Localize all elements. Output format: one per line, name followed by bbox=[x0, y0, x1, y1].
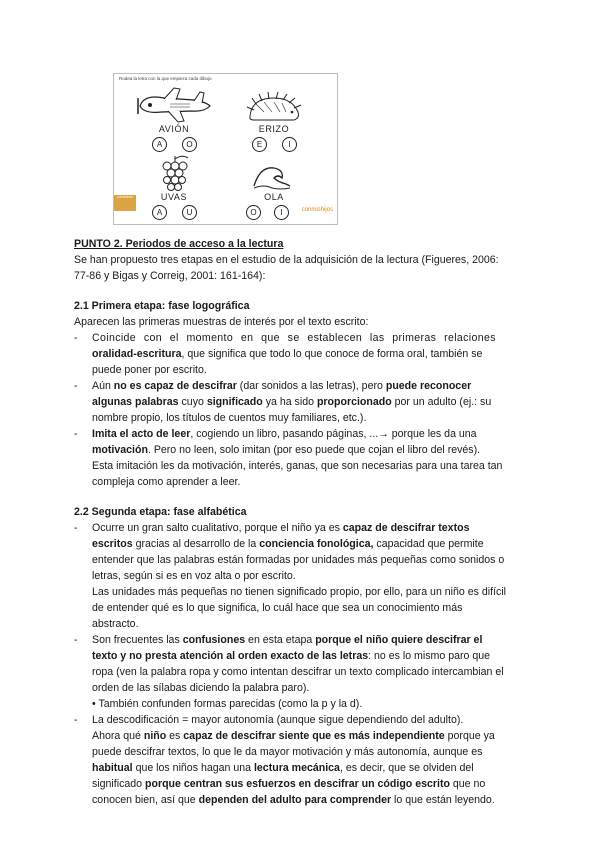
worksheet-image bbox=[113, 73, 338, 225]
item-uvas bbox=[134, 192, 214, 222]
word-avion: AVIÓN bbox=[158, 124, 190, 134]
item-avion bbox=[134, 124, 214, 154]
intro-line-2: 77-86 y Bigas y Correig, 2001: 161-164): bbox=[74, 270, 266, 282]
s2-b3-l4: habitual que los niños hagan una lectura mecánica, es decir, que se olviden del bbox=[92, 762, 474, 774]
s1-b3-l1: Imita el acto de leer, cogiendo un libro, pasando páginas, ...→ porque les da una bbox=[92, 428, 477, 440]
s1-b1-l2: oralidad-escritura, que significa que todo lo que conoce de forma oral, también se bbox=[92, 348, 483, 360]
s1-b3-l2: motivación. Pero no leen, solo imitan (por eso puede que cojan el libro del revés). bbox=[92, 444, 481, 456]
word-ola: OLA bbox=[264, 192, 284, 202]
s2-b1-l7: abstracto. bbox=[92, 618, 139, 630]
stage1-intro: Aparecen las primeras muestras de interés por el texto escrito: bbox=[74, 316, 369, 328]
s1-b2-l3: nombre propio, los títulos de cuentos muy familiares, etc.). bbox=[92, 412, 367, 424]
option-a-2[interactable]: A bbox=[152, 205, 167, 220]
word-uvas: UVAS bbox=[160, 192, 188, 202]
option-a[interactable]: A bbox=[152, 137, 167, 152]
s2-b3-l3: puede descifrar textos, lo que le da mayor motivación y más autonomía, aunque es bbox=[92, 746, 483, 758]
option-i[interactable]: I bbox=[282, 137, 297, 152]
stage2-title: 2.2 Segunda etapa: fase alfabética bbox=[74, 506, 247, 518]
section-title: PUNTO 2. Periodos de acceso a la lectura bbox=[74, 238, 284, 250]
hedgehog-drawing bbox=[244, 92, 304, 124]
grapes-drawing bbox=[158, 154, 192, 192]
bullet-dash: - bbox=[74, 380, 78, 392]
bullet-dash: - bbox=[74, 332, 78, 344]
bullet-dash: - bbox=[74, 714, 78, 726]
s2-b2-l2: texto y no presta atención al orden exacto de las letras: no es lo mismo paro que bbox=[92, 650, 491, 662]
s2-b3-l1: La descodificación = mayor autonomía (aunque sigue dependiendo del adulto). bbox=[92, 714, 464, 726]
s2-b3-l2: Ahora qué niño es capaz de descifrar siente que es más independiente porque ya bbox=[92, 730, 495, 742]
option-o-2[interactable]: O bbox=[246, 205, 261, 220]
option-i-2[interactable]: I bbox=[274, 205, 289, 220]
s1-b3-l4: compleja como aprender a leer. bbox=[92, 476, 241, 488]
s2-b1-l6: de entender qué es lo que significa, lo cuál hace que sea un conocimiento más bbox=[92, 602, 463, 614]
worksheet-logo-left: curriculum bbox=[114, 195, 136, 211]
option-u[interactable]: U bbox=[182, 205, 197, 220]
stage1-title: 2.1 Primera etapa: fase logográfica bbox=[74, 300, 250, 312]
intro-line-1: Se han propuesto tres etapas en el estudio de la adquisición de la lectura (Figueres, 2006: bbox=[74, 254, 499, 266]
s1-b1-l3: puede poner por escrito. bbox=[92, 364, 207, 376]
s1-b2-l2: algunas palabras cuyo significado ya ha sido proporcionado por un adulto (ej.: su bbox=[92, 396, 492, 408]
option-o[interactable]: O bbox=[182, 137, 197, 152]
word-erizo: ERIZO bbox=[258, 124, 290, 134]
s2-b2-l5: • También confunden formas parecidas (como la p y la d). bbox=[92, 698, 363, 710]
airplane-drawing bbox=[134, 86, 216, 124]
s2-b1-l5: Las unidades más pequeñas no tienen significado propio, por ello, para un niño es difícil bbox=[92, 586, 507, 598]
s2-b1-l3: entender que las palabras están formadas por unidades más pequeñas como sonidos o bbox=[92, 554, 505, 566]
worksheet-instruction: Rodea la letra con la que empieza cada dibujo bbox=[119, 76, 212, 81]
bullet-dash: - bbox=[74, 428, 78, 440]
bullet-dash: - bbox=[74, 634, 78, 646]
bullet-dash: - bbox=[74, 522, 78, 534]
s1-b2-l1: Aún no es capaz de descifrar (dar sonidos a las letras), pero puede reconocer bbox=[92, 380, 472, 392]
s2-b3-l6: conocen bien, así que dependen del adulto para comprender lo que están leyendo. bbox=[92, 794, 495, 806]
s2-b2-l3: ropa (ven la palabra ropa y como intentan descifrar un texto complicado intercambian el bbox=[92, 666, 504, 678]
s2-b1-l2: escritos gracias al desarrollo de la conciencia fonológica, capacidad que permite bbox=[92, 538, 484, 550]
s2-b2-l1: Son frecuentes las confusiones en esta etapa porque el niño quiere descifrar el bbox=[92, 634, 483, 646]
s2-b2-l4: orden de las sílabas diciendo la palabra paro). bbox=[92, 682, 310, 694]
wave-drawing bbox=[252, 162, 292, 190]
s2-b3-l5: significado porque centran sus esfuerzos en descifrar un código escrito que no bbox=[92, 778, 486, 790]
item-erizo bbox=[234, 124, 314, 154]
s2-b1-l1: Ocurre un gran salto cualitativo, porque el niño ya es capaz de descifrar textos bbox=[92, 522, 470, 534]
option-e[interactable]: E bbox=[252, 137, 267, 152]
s1-b3-l3: Esta imitación les da motivación, interés, ganas, que son necesarias para una tarea tan bbox=[92, 460, 503, 472]
worksheet-logo-right: conmishijos bbox=[301, 207, 333, 213]
s1-b1-l1: Coincide con el momento en que se establecen las primeras relaciones bbox=[92, 332, 496, 344]
s2-b1-l4: letras, según si es en voz alta o por escrito. bbox=[92, 570, 296, 582]
